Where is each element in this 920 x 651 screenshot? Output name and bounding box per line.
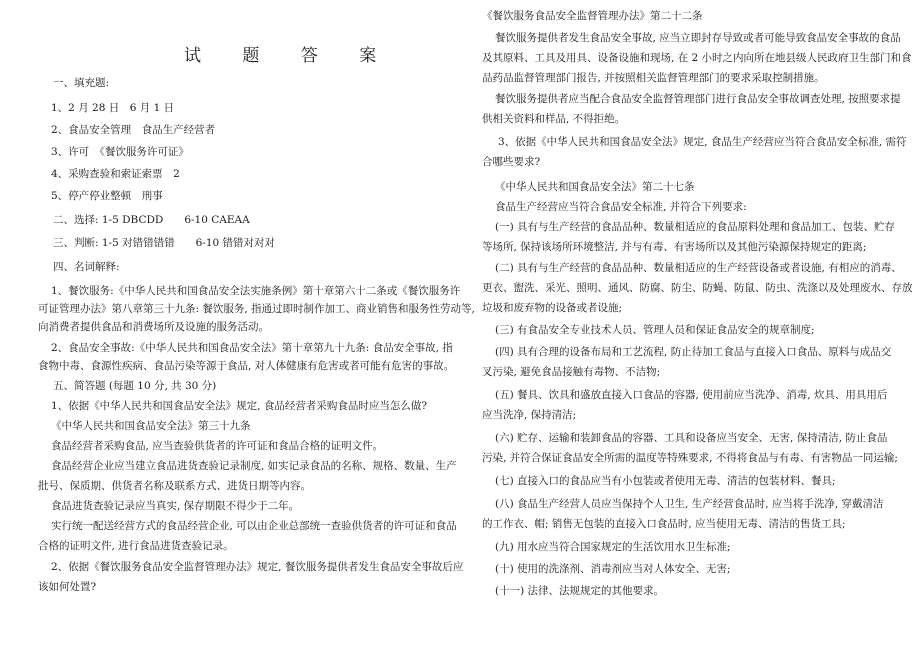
answer-line: 2、食品安全管理 食品生产经营者: [51, 124, 216, 136]
section-heading-judge: 三、判断: 1-5 对错错错错 6-10 错错对对对: [53, 237, 276, 249]
question-line: 该如何处置?: [38, 581, 97, 593]
list-item: (八) 食品生产经营人员应当保持个人卫生, 生产经营食品时, 应当将手洗净, 穿戴清洁: [495, 498, 884, 510]
page-title: 试 题 答 案: [184, 46, 395, 66]
section-heading-choice: 二、选择: 1-5 DBCDD 6-10 CAEAA: [53, 214, 250, 226]
list-item: (四) 具有合理的设备布局和工艺流程, 防止待加工食品与直接入口食品、原料与成品交: [495, 346, 892, 358]
answer-line: 3、许可 《餐饮服务许可证》: [51, 146, 189, 158]
list-item: (十) 使用的洗涤剂、消毒剂应当对人体安全、无害;: [495, 563, 731, 575]
list-item-cont: 的工作衣、帽; 销售无包装的直接入口食品时, 应当使用无毒、清洁的售货工具;: [482, 518, 846, 530]
answer-line: 1、2 月 28 日 6 月 1 日: [51, 102, 175, 114]
paragraph-line: 餐饮服务提供者应当配合食品安全监督管理部门进行食品安全事故调查处理, 按照要求提: [495, 93, 901, 105]
section-heading-fill: 一、填充题:: [53, 77, 110, 89]
paragraph-line: 2、食品安全事故:《中华人民共和国食品安全法》第十章第九十九条: 食品安全事故, 指: [51, 342, 453, 354]
paragraph-line: 食品生产经营应当符合食品安全标准, 并符合下列要求:: [495, 201, 747, 213]
list-item: (九) 用水应当符合国家规定的生活饮用水卫生标准;: [495, 541, 731, 553]
question-line: 1、依据《中华人民共和国食品安全法》规定, 食品经营者采购食品时应当怎么做?: [51, 400, 427, 412]
list-item-cont: 污染, 并符合保证食品安全所需的温度等特殊要求, 不得将食品与有毒、有害物品一同运输;: [482, 452, 898, 464]
law-reference: 《中华人民共和国食品安全法》第三十九条: [51, 420, 251, 432]
question-line: 3、依据《中华人民共和国食品安全法》规定, 食品生产经营应当符合食品安全标准, 需符: [498, 136, 907, 148]
paragraph-line: 合格的证明文件, 进行食品进货查验记录。: [38, 540, 234, 552]
paragraph-line: 食品经营企业应当建立食品进货查验记录制度, 如实记录食品的名称、规格、数量、生产: [51, 460, 457, 472]
list-item: (六) 贮存、运输和装卸食品的容器、工具和设备应当安全、无害, 保持清洁, 防止食品: [495, 432, 888, 444]
paragraph-line: 食物中毒、食源性疾病、食品污染等源于食品, 对人体健康有危害或者可能有危害的事故。: [38, 360, 455, 372]
answer-line: 5、停产停业整顿 刑事: [51, 190, 163, 202]
list-item: (十一) 法律、法规规定的其他要求。: [495, 585, 665, 597]
paragraph-line: 食品进货查验记录应当真实, 保存期限不得少于二年。: [51, 500, 300, 512]
section-heading-short: 五、简答题 (每题 10 分, 共 30 分): [53, 380, 217, 392]
list-item-cont: 叉污染, 避免食品接触有毒物、不洁物;: [482, 366, 661, 378]
list-item-cont: 垃圾和废弃物的设备或者设施;: [482, 302, 623, 314]
paragraph-line: 实行统一配送经营方式的食品经营企业, 可以由企业总部统一查验供货者的许可证和食品: [51, 520, 457, 532]
law-reference: 《餐饮服务食品安全监督管理办法》第二十二条: [482, 10, 703, 22]
paragraph-line: 餐饮服务提供者发生食品安全事故, 应当立即封存导致或者可能导致食品安全事故的食品: [495, 32, 901, 44]
list-item: (三) 有食品安全专业技术人员、管理人员和保证食品安全的规章制度;: [495, 324, 815, 336]
question-line: 2、依据《餐饮服务食品安全监督管理办法》规定, 餐饮服务提供者发生食品安全事故后应: [51, 561, 464, 573]
section-heading-terms: 四、名词解释:: [53, 261, 120, 273]
paragraph-line: 1、餐饮服务:《中华人民共和国食品安全法实施条例》第十章第六十二条或《餐饮服务许: [51, 285, 461, 297]
paragraph-line: 品药品监督管理部门报告, 并按照相关监督管理部门的要求采取控制措施。: [482, 72, 825, 84]
paragraph-line: 食品经营者采购食品, 应当查验供货者的许可证和食品合格的证明文件。: [51, 440, 384, 452]
list-item: (五) 餐具、饮具和盛放直接入口食品的容器, 使用前应当洗净、消毒, 炊具、用具用后: [495, 389, 888, 401]
answer-line: 4、采购查验和索证索票 2: [51, 168, 180, 180]
list-item-cont: 等场所, 保持该场所环境整洁, 并与有毒、有害场所以及其他污染源保持规定的距离;: [482, 241, 867, 253]
paragraph-line: 供相关资料和样品, 不得拒绝。: [482, 113, 626, 125]
list-item-cont: 更衣、盥洗、采光、照明、通风、防腐、防尘、防蝇、防鼠、防虫、洗涤以及处理废水、存放: [482, 282, 913, 294]
list-item-cont: 应当洗净, 保持清洁;: [482, 409, 577, 421]
list-item: (二) 具有与生产经营的食品品种、数量相适应的生产经营设备或者设施, 有相应的消毒、: [495, 262, 902, 274]
law-reference: 《中华人民共和国食品安全法》第二十七条: [495, 181, 695, 193]
question-line: 合哪些要求?: [482, 156, 541, 168]
list-item: (一) 具有与生产经营的食品品种、数量相适应的食品原料处理和食品加工、包装、贮存: [495, 221, 896, 233]
paragraph-line: 向消费者提供食品和消费场所及设施的服务活动。: [38, 321, 269, 333]
paragraph-line: 及其原料、工具及用具、设备设施和现场, 在 2 小时之内向所在地县级人民政府卫生部门和食: [482, 52, 912, 64]
paragraph-line: 可证管理办法》第八章第三十九条: 餐饮服务, 指通过即时制作加工、商业销售和服务性劳动等,: [38, 303, 475, 315]
list-item: (七) 直接入口的食品应当有小包装或者使用无毒、清洁的包装材料、餐具;: [495, 475, 836, 487]
paragraph-line: 批号、保质期、供货者名称及联系方式、进货日期等内容。: [38, 480, 311, 492]
